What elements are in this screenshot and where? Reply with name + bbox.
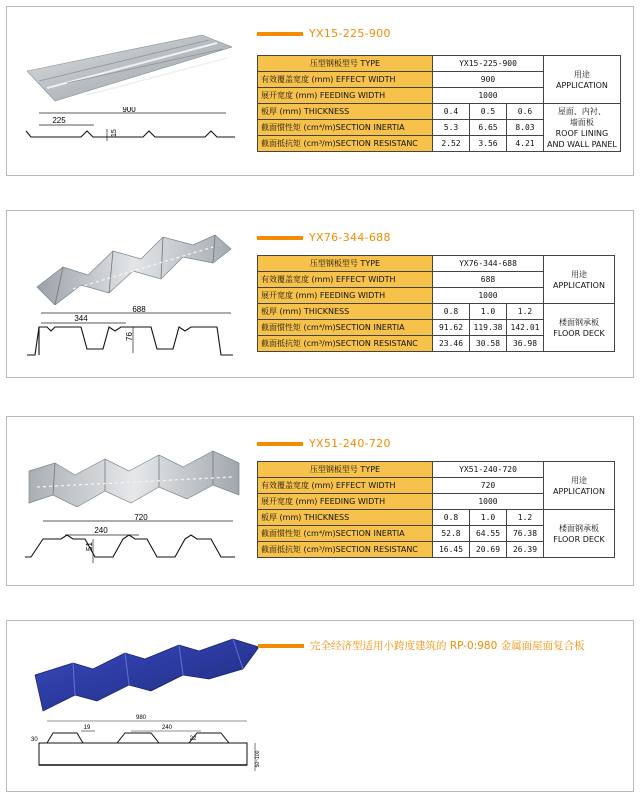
resistance-label: 截面抵抗矩 (cm³/m)SECTION RESISTANC bbox=[258, 136, 433, 152]
application-en-line: FLOOR DECK bbox=[553, 534, 605, 544]
thickness-value: 1.2 bbox=[507, 304, 544, 320]
feeding-width-label: 展开宽度 (mm) FEEDING WIDTH bbox=[258, 494, 433, 510]
resistance-label: 截面抵抗矩 (cm³/m)SECTION RESISTANC bbox=[258, 542, 433, 558]
type-value: YX76-344-688 bbox=[433, 256, 544, 272]
resistance-label: 截面抵抗矩 (cm³/m)SECTION RESISTANC bbox=[258, 336, 433, 352]
application-en: APPLICATION bbox=[553, 486, 605, 496]
dim-height: 76 bbox=[125, 332, 134, 341]
profile-drawing-yx76 bbox=[21, 305, 239, 363]
application-en-line: AND WALL PANEL bbox=[547, 139, 617, 149]
inertia-value: 6.65 bbox=[470, 120, 507, 136]
thickness-value: 0.6 bbox=[507, 104, 544, 120]
thickness-value: 0.8 bbox=[433, 510, 470, 526]
inertia-value: 119.38 bbox=[470, 320, 507, 336]
section-title-rp980 bbox=[258, 638, 585, 653]
application-cn-line: 楼面钢承板 bbox=[559, 317, 599, 327]
inertia-value: 52.8 bbox=[433, 526, 470, 542]
application-en-line: ROOF LINING bbox=[555, 128, 609, 138]
resistance-value: 23.46 bbox=[433, 336, 470, 352]
spec-table-yx15 bbox=[257, 55, 621, 152]
application-value bbox=[544, 104, 621, 152]
inertia-value: 8.03 bbox=[507, 120, 544, 136]
product-card-yx51 bbox=[6, 416, 634, 586]
panel-photo-rp980 bbox=[33, 635, 263, 713]
inertia-value: 142.01 bbox=[507, 320, 544, 336]
dim-width: 688 bbox=[132, 305, 146, 314]
application-cn-line: 墙面板 bbox=[569, 117, 594, 127]
application-header bbox=[544, 256, 615, 304]
inertia-value: 76.38 bbox=[507, 526, 544, 542]
application-cn: 用途 bbox=[573, 69, 590, 79]
dim-pitch: 344 bbox=[74, 314, 88, 323]
thickness-value: 1.0 bbox=[470, 304, 507, 320]
application-value bbox=[544, 510, 615, 558]
resistance-value: 20.69 bbox=[470, 542, 507, 558]
application-header bbox=[544, 462, 615, 510]
dim-height: 15 bbox=[111, 129, 118, 137]
section-title bbox=[257, 437, 391, 450]
accent-dash bbox=[257, 236, 303, 240]
resistance-value: 16.45 bbox=[433, 542, 470, 558]
application-value bbox=[544, 304, 615, 352]
dim-top: 22 bbox=[189, 736, 197, 742]
accent-dash bbox=[257, 442, 303, 446]
resistance-value: 26.39 bbox=[507, 542, 544, 558]
application-cn: 用途 bbox=[571, 269, 587, 279]
accent-dash bbox=[258, 644, 304, 648]
panel-photo-yx51 bbox=[27, 437, 242, 515]
feeding-width-value: 1000 bbox=[433, 494, 544, 510]
application-en-line: FLOOR DECK bbox=[553, 328, 605, 338]
dim-width: 900 bbox=[122, 107, 136, 114]
effective-width-label: 有效覆盖宽度 (mm) EFFECT WIDTH bbox=[258, 72, 433, 88]
inertia-value: 91.62 bbox=[433, 320, 470, 336]
section-title bbox=[257, 27, 391, 40]
application-cn: 用途 bbox=[571, 475, 587, 485]
effective-width-label: 有效覆盖宽度 (mm) EFFECT WIDTH bbox=[258, 478, 433, 494]
application-header bbox=[544, 56, 621, 104]
thickness-label: 板厚 (mm) THICKNESS bbox=[258, 104, 433, 120]
feeding-width-label: 展开宽度 (mm) FEEDING WIDTH bbox=[258, 88, 433, 104]
thickness-value: 0.8 bbox=[433, 304, 470, 320]
dim-height: 51 bbox=[85, 542, 94, 551]
spec-table-yx51 bbox=[257, 461, 615, 558]
thickness-value: 0.4 bbox=[433, 104, 470, 120]
application-en: APPLICATION bbox=[555, 80, 608, 90]
application-cn-line: 楼面钢承板 bbox=[559, 523, 599, 533]
effective-width-value: 688 bbox=[433, 272, 544, 288]
product-card-yx15 bbox=[6, 6, 634, 176]
panel-photo-yx76 bbox=[33, 227, 233, 305]
section-title-text: YX51-240-720 bbox=[309, 437, 391, 450]
section-title-text: YX76-344-688 bbox=[309, 231, 391, 244]
thickness-value: 0.5 bbox=[470, 104, 507, 120]
type-label: 压型钢板型号 TYPE bbox=[258, 256, 433, 272]
thickness-value: 1.2 bbox=[507, 510, 544, 526]
thickness-label: 板厚 (mm) THICKNESS bbox=[258, 510, 433, 526]
feeding-width-value: 1000 bbox=[433, 288, 544, 304]
application-cn-line: 屋面、内衬、 bbox=[557, 106, 606, 116]
inertia-value: 64.55 bbox=[470, 526, 507, 542]
dim-pitch: 240 bbox=[161, 725, 173, 731]
dim-height: 30 bbox=[31, 737, 38, 743]
feeding-width-label: 展开宽度 (mm) FEEDING WIDTH bbox=[258, 288, 433, 304]
profile-drawing-yx15 bbox=[21, 107, 239, 147]
resistance-value: 36.98 bbox=[507, 336, 544, 352]
inertia-value: 5.3 bbox=[433, 120, 470, 136]
accent-dash bbox=[257, 32, 303, 36]
effective-width-value: 900 bbox=[433, 72, 544, 88]
inertia-label: 截面惯性矩 (cm⁴/m)SECTION INERTIA bbox=[258, 120, 433, 136]
panel-photo-yx15 bbox=[27, 33, 232, 103]
section-title bbox=[257, 231, 391, 244]
resistance-value: 30.58 bbox=[470, 336, 507, 352]
dim-pitch: 240 bbox=[94, 526, 108, 535]
inertia-label: 截面惯性矩 (cm⁴/m)SECTION INERTIA bbox=[258, 526, 433, 542]
dim-range: 50~100 bbox=[255, 750, 261, 768]
thickness-value: 1.0 bbox=[470, 510, 507, 526]
dim-rib: 19 bbox=[83, 725, 91, 731]
profile-drawing-rp980 bbox=[21, 713, 261, 787]
section-title-text: YX15-225-900 bbox=[309, 27, 391, 40]
dim-pitch: 225 bbox=[52, 116, 66, 125]
dim-width: 720 bbox=[134, 513, 148, 522]
type-value: YX15-225-900 bbox=[433, 56, 544, 72]
effective-width-label: 有效覆盖宽度 (mm) EFFECT WIDTH bbox=[258, 272, 433, 288]
spec-table-yx76 bbox=[257, 255, 615, 352]
product-card-yx76 bbox=[6, 210, 634, 378]
thickness-label: 板厚 (mm) THICKNESS bbox=[258, 304, 433, 320]
resistance-value: 3.56 bbox=[470, 136, 507, 152]
resistance-value: 2.52 bbox=[433, 136, 470, 152]
profile-drawing-yx51 bbox=[21, 513, 239, 569]
section-title-text: 完全经济型适用小跨度建筑的 RP-0:980 金属面屋面复合板 bbox=[310, 640, 585, 652]
feeding-width-value: 1000 bbox=[433, 88, 544, 104]
application-en: APPLICATION bbox=[553, 280, 605, 290]
type-value: YX51-240-720 bbox=[433, 462, 544, 478]
resistance-value: 4.21 bbox=[507, 136, 544, 152]
type-label: 压型钢板型号 TYPE bbox=[258, 56, 433, 72]
inertia-label: 截面惯性矩 (cm⁴/m)SECTION INERTIA bbox=[258, 320, 433, 336]
type-label: 压型钢板型号 TYPE bbox=[258, 462, 433, 478]
dim-width: 980 bbox=[135, 715, 147, 721]
effective-width-value: 720 bbox=[433, 478, 544, 494]
